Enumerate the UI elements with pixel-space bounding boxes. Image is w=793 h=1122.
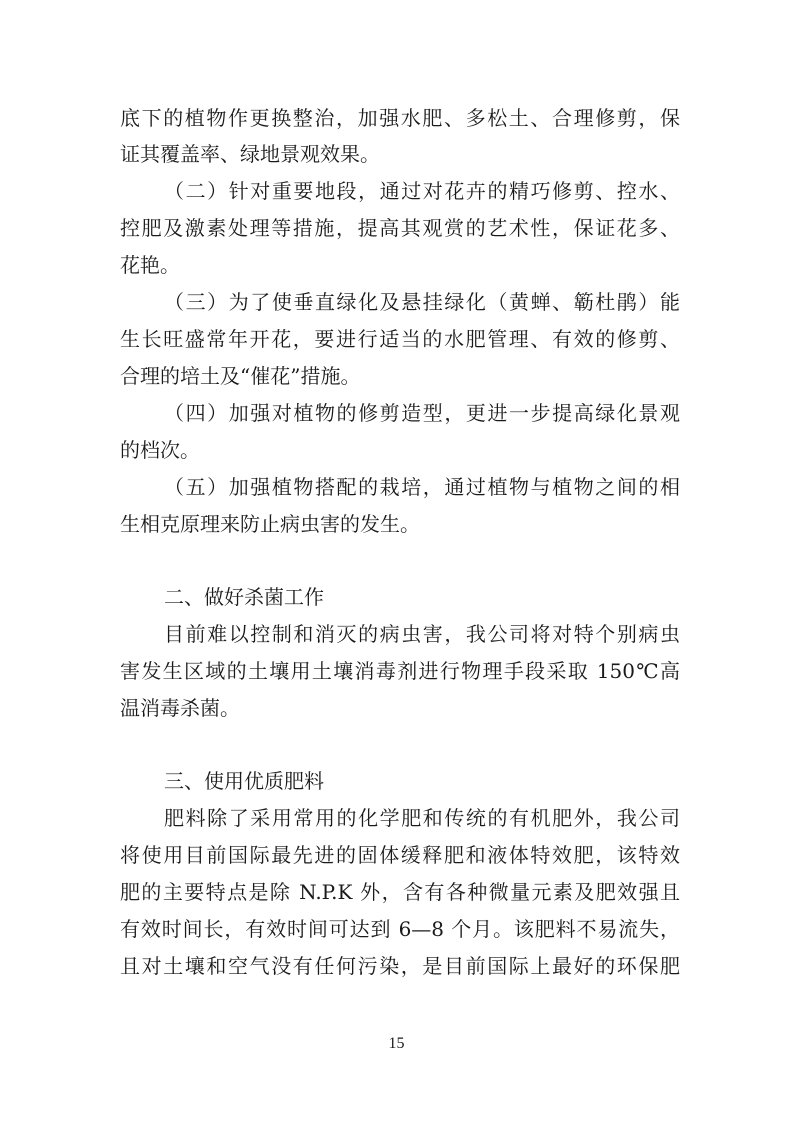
paragraph-line: 的档次。 — [120, 438, 200, 462]
paragraph-line: （五）加强植物搭配的栽培，通过植物与植物之间的相 — [164, 475, 680, 499]
section-heading: 三、使用优质肥料 — [164, 769, 324, 793]
paragraph-line: 控肥及激素处理等措施，提高其观赏的艺术性，保证花多、 — [120, 216, 680, 240]
paragraph-line: （二）针对重要地段，通过对花卉的精巧修剪、控水、 — [164, 179, 680, 203]
paragraph-line: 肥的主要特点是除 N.P.K 外，含有各种微量元素及肥效强且 — [120, 880, 680, 904]
paragraph-line: 目前难以控制和消灭的病虫害，我公司将对特个别病虫 — [164, 622, 680, 646]
paragraph-line: 证其覆盖率、绿地景观效果。 — [120, 142, 380, 166]
paragraph-line: 有效时间长，有效时间可达到 6—8 个月。该肥料不易流失， — [120, 917, 680, 941]
paragraph-line: 且对土壤和空气没有任何污染，是目前国际上最好的环保肥 — [120, 954, 680, 978]
paragraph-line: 生相克原理来防止病虫害的发生。 — [120, 512, 420, 536]
paragraph-line: 肥料除了采用常用的化学肥和传统的有机肥外，我公司 — [164, 806, 680, 830]
section-heading: 二、做好杀菌工作 — [164, 585, 324, 609]
paragraph-line: 温消毒杀菌。 — [120, 696, 240, 720]
paragraph-line: 底下的植物作更换整治，加强水肥、多松土、合理修剪，保 — [120, 106, 680, 130]
paragraph-line: 合理的培土及“催花”措施。 — [120, 364, 361, 388]
paragraph-line: 将使用目前国际最先进的固体缓释肥和液体特效肥，该特效 — [120, 843, 680, 867]
page-number: 15 — [388, 1035, 405, 1052]
paragraph-line: 花艳。 — [120, 253, 180, 277]
paragraph-line: （四）加强对植物的修剪造型，更进一步提高绿化景观 — [164, 401, 680, 425]
paragraph-line: 害发生区域的土壤用土壤消毒剂进行物理手段采取 150℃高 — [120, 659, 680, 683]
paragraph-line: 生长旺盛常年开花，要进行适当的水肥管理、有效的修剪、 — [120, 327, 680, 351]
paragraph-line: （三）为了使垂直绿化及悬挂绿化（黄蝉、簕杜鹃）能 — [164, 290, 680, 314]
